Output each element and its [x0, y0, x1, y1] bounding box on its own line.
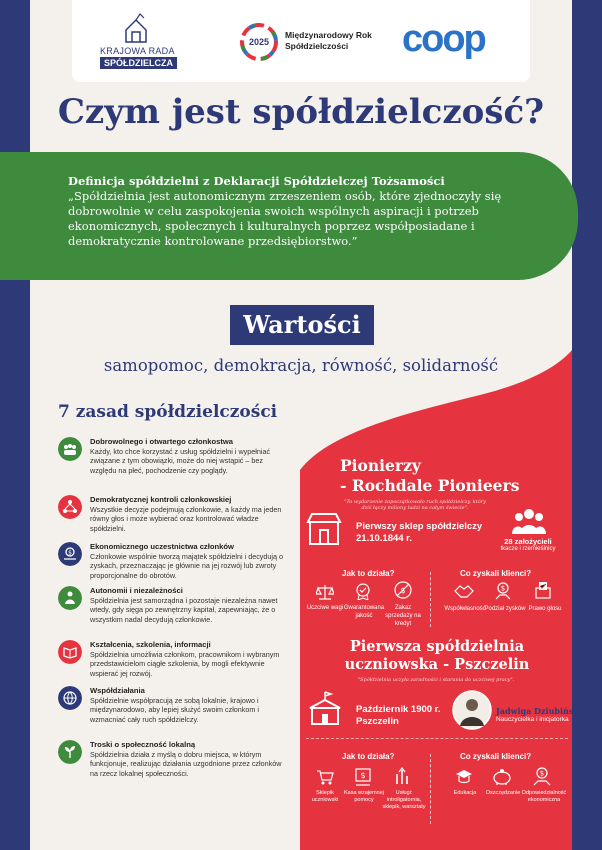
svg-text:$: $ [360, 771, 366, 780]
no-credit-icon [394, 581, 412, 599]
founders-group-icon [512, 508, 546, 534]
rochdale-title [340, 456, 519, 496]
school-title-line1: Pierwsza spółdzielnia [349, 638, 525, 655]
school-place: Pszczelin [356, 716, 399, 727]
rochdale-title-line2: - Rochdale Pionieers [340, 476, 520, 495]
school-gain-item: Edukacja [453, 790, 477, 796]
community-plant-icon [58, 740, 82, 764]
rochdale-gain-item: Współwłasność [444, 606, 486, 612]
coop-logo: coop [402, 18, 485, 60]
rochdale-gain-item: Podział zysków [484, 606, 526, 612]
iyc-text: Międzynarodowy Rok Spółdzielczości [285, 30, 372, 51]
values-list: samopomoc, demokracja, równość, solidarność [103, 356, 499, 375]
principle-text: Spółdzielnia umożliwia członkom, pracownikom i wybranym przedstawicielom ciągłe szkolenia, by mogli efektywnie wspierać jej rozwój. [90, 650, 280, 678]
democracy-network-icon [58, 495, 82, 519]
krs-emblem-icon [118, 12, 158, 44]
school-title-line2: uczniowska - Pszczelin [344, 656, 530, 673]
svg-text:$: $ [500, 584, 506, 593]
founders-count: 28 założycieli [504, 537, 552, 546]
principles-heading: 7 zasad spółdzielczości [58, 402, 278, 422]
economic-hand-icon [533, 767, 551, 787]
school-how-item: Kasa wzajemnej pomocy [343, 790, 385, 803]
school-gain-item: Odpowiedzialność ekonomiczna [521, 790, 567, 803]
founders-sub: tkacze i rzemieślnicy [500, 546, 556, 552]
values-heading: Wartości [230, 305, 374, 345]
rochdale-gain-item: Prawo głosu [528, 606, 562, 612]
education-book-icon [58, 640, 82, 664]
principle-text: Spółdzielnie współpracują ze sobą lokalnie, krajowo i międzynarodowo, aby lepiej służyć swoim członkom i wzmacniać cały ruch spółdzielczy. [90, 696, 259, 724]
ballot-box-icon [534, 580, 552, 600]
school-date: Październik 1900 r. [356, 704, 441, 715]
krs-name-line1: KRAJOWA RADA [100, 46, 175, 56]
piggy-bank-icon [492, 768, 512, 786]
person-name: Jadwiga Dziubińska [496, 706, 585, 716]
principle-title: Dobrowolnego i otwartego członkostwa [90, 437, 234, 446]
principle-text: Członkowie wspólnie tworzą majątek spółdzielni i decydują o zyskach, przeznaczając je głównie na jej rozwój lub zwroty proporcjonalne do obrotów. [90, 552, 283, 580]
principle-title: Demokratycznej kontroli członkowskiej [90, 495, 232, 504]
principle-title: Kształcenia, szkolenia, informacji [90, 640, 211, 649]
autonomy-person-icon [58, 586, 82, 610]
iyc-2025-logo [237, 20, 387, 64]
handshake-icon [454, 583, 474, 599]
shop-icon [306, 512, 342, 546]
rochdale-how-item: Gwarantowana jakość [343, 605, 385, 619]
scale-icon [316, 584, 334, 600]
person-box [496, 706, 584, 723]
definition-box [0, 152, 578, 280]
school-title [304, 638, 570, 674]
school-how-heading: Jak to działa? [342, 752, 395, 761]
principle-title: Troski o społeczność lokalną [90, 740, 196, 749]
rochdale-quote: "To wydarzenie zapoczątkowało ruch spółdzielczy, który dziś łączy miliony ludzi na całym świecie". [344, 499, 486, 511]
school-divider [430, 754, 431, 824]
school-separator [306, 738, 568, 739]
principle-title: Ekonomicznego uczestnictwa członków [90, 542, 234, 551]
services-tools-icon [393, 766, 411, 786]
mutual-aid-fund-icon [354, 767, 372, 787]
portrait-avatar [452, 690, 492, 730]
principle-text: Wszystkie decyzje podejmują członkowie, a każdy ma jeden równy głos i może wybierać oraz kontrolować władze spółdzielni. [90, 505, 282, 533]
definition-heading: Definicja spółdzielni z Deklaracji Spółdzielczej Tożsamości [68, 174, 445, 188]
rochdale-gain-heading: Co zyskali klienci? [460, 569, 532, 578]
school-how-item: Sklepik uczniowski [311, 790, 339, 803]
first-shop-date: 21.10.1844 r. [356, 533, 412, 544]
person-role: Nauczycielka i inicjatorka [496, 716, 569, 723]
header-bar [72, 0, 530, 82]
rochdale-how-item: Uczciwe wagi [306, 605, 344, 611]
school-gain-item: Oszczędzanie [485, 790, 521, 796]
krs-name-line2: SPÓŁDZIELCZA [100, 57, 177, 69]
principle-text: Spółdzielnia jest samorządna i pozostaje niezależna nawet wtedy, gdy sięga po zewnętrzny kapitał, zapewniając, że o wszystkim nadal decydują członkowie. [90, 596, 278, 624]
school-gain-heading: Co zyskali klienci? [460, 752, 532, 761]
profit-share-icon [494, 582, 512, 600]
definition-text: „Spółdzielnia jest autonomicznym zrzeszeniem osób, które zjednoczyły się dobrowolnie w celu zaspokojenia swoich wspólnych aspiracji i potrzeb ekonomicznych, społecznych i kulturalnych poprzez współposiadane i demokratycznie kontrolowane przedsiębiorstwo.” [68, 189, 502, 248]
education-cap-icon [455, 768, 473, 786]
svg-text:$: $ [400, 586, 406, 595]
rochdale-how-heading: Jak to działa? [342, 569, 395, 578]
rochdale-how-item: Zakaz sprzedaży na kredyt [385, 605, 421, 627]
quality-badge-icon [354, 582, 372, 600]
principle-text: Każdy, kto chce korzystać z usług spółdzielni i wypełniać związane z tym obowiązki, może do niej wstąpić – bez względu na płeć, pochodzenie czy poglądy. [90, 447, 271, 475]
first-shop [356, 521, 482, 545]
cooperation-globe-icon [58, 686, 82, 710]
svg-text:$: $ [68, 549, 72, 557]
principle-text: Spółdzielnia działa z myślą o dobru miejsca, w którym funkcjonuje, realizując działania uzgodnione przez członków na rzecz lokalnej społeczności. [90, 750, 282, 778]
page-title: Czym jest spółdzielczość? [57, 92, 545, 132]
school-building-icon [306, 690, 344, 726]
iyc-year: 2025 [248, 37, 270, 47]
founders-box [490, 537, 566, 552]
money-hand-icon [58, 542, 82, 566]
members-group-icon [58, 437, 82, 461]
school-founding [356, 704, 441, 728]
krs-logo [100, 12, 192, 68]
shopping-cart-icon [316, 768, 334, 786]
principle-title: Autonomii i niezależności [90, 586, 183, 595]
school-quote: "Spółdzielnia uczyła zaradności i starania do uczciwej pracy". [357, 677, 515, 683]
principle-title: Współdziałania [90, 686, 145, 695]
svg-text:$: $ [539, 769, 545, 778]
first-shop-label: Pierwszy sklep spółdzielczy [356, 521, 483, 532]
rochdale-divider [430, 572, 431, 627]
school-how-item: Usługi: introligatornia, sklepik, warsztaty [382, 790, 426, 810]
rochdale-title-line1: Pionierzy [340, 456, 421, 475]
iyc-ring-icon [237, 20, 281, 64]
